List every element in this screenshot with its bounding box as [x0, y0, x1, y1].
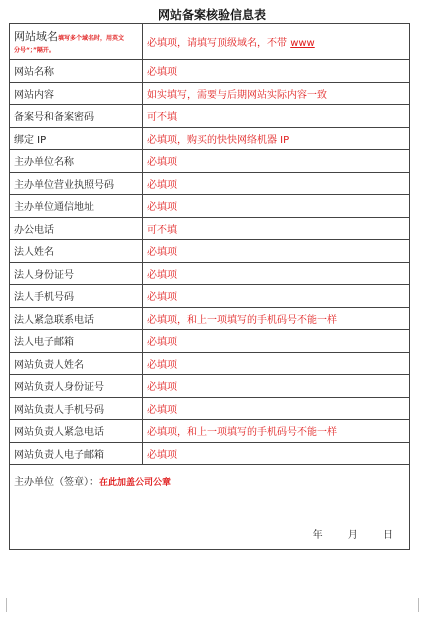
field-label-text: 网站域名	[14, 30, 58, 43]
field-value[interactable]: 如实填写，需要与后期网站实际内容一致	[143, 82, 410, 105]
field-note: 填写多个域名时，用英文	[58, 35, 125, 42]
table-row	[10, 195, 410, 218]
field-label: 法人手机号码	[10, 285, 143, 308]
field-label: 主办单位通信地址	[10, 195, 143, 218]
field-label: 主办单位名称	[10, 150, 143, 173]
field-label: 网站负责人姓名	[10, 352, 143, 375]
field-label: 法人姓名	[10, 240, 143, 263]
field-label: 法人身份证号	[10, 262, 143, 285]
table-row	[10, 127, 410, 150]
table-row	[10, 420, 410, 443]
field-value[interactable]: 必填项	[143, 285, 410, 308]
field-label-domain	[10, 24, 143, 60]
field-value[interactable]: 必填项	[143, 240, 410, 263]
table-row	[10, 285, 410, 308]
field-label: 绑定 IP	[10, 127, 143, 150]
field-label: 法人紧急联系电话	[10, 307, 143, 330]
field-value[interactable]: 必填项	[143, 375, 410, 398]
field-value[interactable]: 必填项	[143, 262, 410, 285]
document-title: 网站备案核验信息表	[157, 8, 266, 22]
field-label: 办公电话	[10, 217, 143, 240]
field-value[interactable]: 必填项	[143, 150, 410, 173]
field-value[interactable]: 必填项	[143, 330, 410, 353]
table-row	[10, 60, 410, 83]
table-row	[10, 397, 410, 420]
table-row	[10, 330, 410, 353]
field-label: 主办单位营业执照号码	[10, 172, 143, 195]
table-row	[10, 150, 410, 173]
field-value[interactable]: 必填项	[143, 195, 410, 218]
field-label: 网站负责人紧急电话	[10, 420, 143, 443]
date-month: 月	[347, 530, 358, 541]
table-row	[10, 262, 410, 285]
field-label: 网站名称	[10, 60, 143, 83]
signature-label: 主办单位（签章）：	[14, 477, 99, 488]
field-value-text: 必填项，请填写顶级域名，不带	[147, 38, 291, 49]
field-value[interactable]: 可不填	[143, 105, 410, 128]
table-row	[10, 375, 410, 398]
field-value[interactable]: 必填项	[143, 442, 410, 465]
verification-form-table	[9, 23, 410, 550]
field-value[interactable]: 必填项，购买的快快网络机器 IP	[143, 127, 410, 150]
date-line	[291, 526, 393, 541]
field-note: 分号“；”隔开。	[14, 47, 55, 54]
table-row	[10, 442, 410, 465]
field-label: 网站负责人手机号码	[10, 397, 143, 420]
table-row	[10, 307, 410, 330]
table-row	[10, 352, 410, 375]
field-value[interactable]: 必填项，和上一项填写的手机码号不能一样	[143, 307, 410, 330]
signature-note: 在此加盖公司公章	[99, 478, 172, 488]
field-label: 网站负责人身份证号	[10, 375, 143, 398]
signature-cell[interactable]	[10, 465, 410, 550]
table-row	[10, 105, 410, 128]
page-corner-mark	[0, 598, 7, 612]
field-label: 法人电子邮箱	[10, 330, 143, 353]
signature-row	[10, 465, 410, 550]
field-value-domain[interactable]	[143, 24, 410, 60]
field-value[interactable]: 必填项	[143, 397, 410, 420]
page-corner-mark	[418, 598, 424, 612]
field-label: 网站内容	[10, 82, 143, 105]
field-value[interactable]: 必填项	[143, 60, 410, 83]
table-row	[10, 82, 410, 105]
table-row	[10, 240, 410, 263]
table-row	[10, 172, 410, 195]
field-label: 网站负责人电子邮箱	[10, 442, 143, 465]
table-row	[10, 217, 410, 240]
field-value[interactable]: 可不填	[143, 217, 410, 240]
date-year: 年	[312, 530, 323, 541]
field-value[interactable]: 必填项	[143, 352, 410, 375]
field-label: 备案号和备案密码	[10, 105, 143, 128]
table-row	[10, 24, 410, 60]
www-link[interactable]: www	[290, 38, 315, 49]
field-value[interactable]: 必填项，和上一项填写的手机码号不能一样	[143, 420, 410, 443]
date-day: 日	[383, 530, 393, 541]
field-value[interactable]: 必填项	[143, 172, 410, 195]
